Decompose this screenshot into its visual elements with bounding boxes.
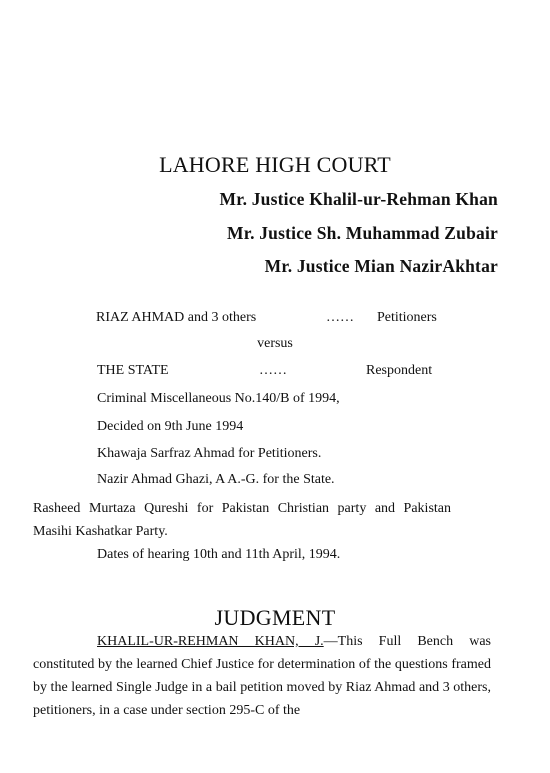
respondent-name: THE STATE [97,363,169,378]
judgment-text: —This Full Bench was constituted by the learned Chief Justice for determination of the questions framed by the learned Single Judge in a bail petition moved by Riaz Ahmad and 3 others, petitioners, in a case under section 295-C of the [33,634,491,718]
counsel-state: Nazir Ahmad Ghazi, A A.-G. for the State. [97,472,335,487]
versus-label: versus [257,336,293,351]
petitioner-dots: …… [326,310,354,325]
respondent-dots: …… [259,363,287,378]
petitioner-role: Petitioners [377,310,437,325]
court-name: LAHORE HIGH COURT [159,152,391,177]
decision-date: Decided on 9th June 1994 [97,419,244,434]
judge-3: Mr. Justice Mian NazirAkhtar [264,256,498,276]
judgment-heading: JUDGMENT [214,605,336,630]
hearing-dates [33,543,451,566]
judgment-paragraph [33,630,491,722]
judge-1: Mr. Justice Khalil-ur-Rehman Khan [219,189,498,209]
judge-2: Mr. Justice Sh. Muhammad Zubair [227,223,498,243]
hearing-dates-text: Dates of hearing 10th and 11th April, 1994. [97,547,341,562]
counsel-petitioners: Khawaja Sarfraz Ahmad for Petitioners. [97,446,322,461]
counsel-other: Rasheed Murtaza Qureshi for Pakistan Christian party and Pakistan Masihi Kashatkar Party. [33,501,451,539]
case-number: Criminal Miscellaneous No.140/B of 1994, [97,391,340,406]
petitioner-name: RIAZ AHMAD and 3 others [96,310,257,325]
judgment-author: KHALIL-UR-REHMAN KHAN, J. [97,634,324,649]
respondent-role: Respondent [366,363,433,378]
